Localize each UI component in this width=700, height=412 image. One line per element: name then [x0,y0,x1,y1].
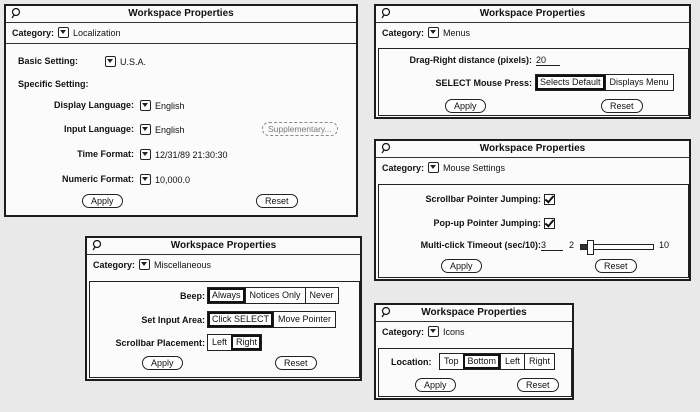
menu-button-icon[interactable] [139,259,150,270]
input-language-menu-button[interactable] [140,124,151,135]
window-title: Workspace Properties [128,8,234,19]
title-bar[interactable] [376,305,572,322]
icons-window [374,303,574,400]
location-bottom-option[interactable]: Bottom [463,354,501,369]
numeric-format-label: Numeric Format: [61,174,134,184]
scrollbar-jumping-label: Scrollbar Pointer Jumping: [425,194,541,204]
apply-button[interactable]: Apply [415,378,456,392]
mouse-settings-window [374,139,691,281]
time-format-menu-button[interactable] [140,149,151,160]
category-row [382,326,465,337]
scrollbar-left-option[interactable]: Left [208,335,231,350]
beep-always-option[interactable]: Always [208,288,245,303]
category-row [93,259,211,270]
apply-button[interactable]: Apply [82,194,123,208]
menu-button-icon[interactable] [58,27,69,38]
input-area-choice [207,311,336,328]
display-language-label: Display Language: [53,100,134,110]
display-language-menu-button[interactable] [140,100,151,111]
input-language-value: English [155,125,185,135]
select-mouse-press-label: SELECT Mouse Press: [435,78,532,88]
input-language-label: Input Language: [64,124,134,134]
beep-label: Beep: [179,291,205,301]
menu-button-icon[interactable] [428,27,439,38]
category-value: Menus [443,28,471,38]
category-label: Category: [382,327,425,337]
category-label: Category: [382,163,425,173]
beep-never-option[interactable]: Never [305,288,338,303]
slider-thumb[interactable] [587,240,594,255]
numeric-format-menu-button[interactable] [140,174,151,185]
category-value: Miscellaneous [154,260,212,270]
popup-jumping-label: Pop-up Pointer Jumping: [433,218,541,228]
reset-button[interactable]: Reset [595,259,637,273]
slider-min-label: 2 [569,240,575,250]
apply-button[interactable]: Apply [445,99,486,113]
reset-button[interactable]: Reset [601,99,643,113]
scrollbar-jumping-checkbox[interactable] [544,194,555,205]
set-input-area-label: Set Input Area: [141,315,205,325]
basic-setting-value: U.S.A. [120,57,147,67]
miscellaneous-window [85,236,362,381]
click-select-option[interactable]: Click SELECT [208,312,273,327]
window-title: Workspace Properties [170,240,277,251]
reset-button[interactable]: Reset [275,356,317,370]
numeric-format-value: 10,000.0 [155,175,191,185]
title-bar[interactable] [87,238,360,255]
settings-panel [89,281,360,378]
move-pointer-option[interactable]: Move Pointer [273,312,335,327]
selects-default-option[interactable]: Selects Default [536,75,605,90]
multi-click-label: Multi-click Timeout (sec/10): [420,240,541,250]
scrollbar-placement-choice [207,334,262,351]
category-label: Category: [93,260,136,270]
drag-right-input[interactable]: 20 [536,55,560,66]
basic-setting-menu-button[interactable] [105,56,116,67]
title-bar[interactable] [376,6,689,23]
beep-notices-only-option[interactable]: Notices Only [245,288,305,303]
beep-choice [207,287,339,304]
category-label: Category: [12,28,55,38]
window-title: Workspace Properties [479,143,586,154]
location-label: Location: [391,357,432,367]
category-value: Icons [443,327,465,337]
select-mouse-press-choice [535,74,674,91]
supplementary-button[interactable]: Supplementary... [262,122,338,136]
time-format-label: Time Format: [77,149,134,159]
category-row [12,27,121,38]
scrollbar-right-option[interactable]: Right [231,335,261,350]
title-bar[interactable] [376,141,689,158]
drag-right-label: Drag-Right distance (pixels): [409,55,532,65]
specific-setting-label: Specific Setting: [18,79,89,89]
menus-window [374,4,691,119]
multi-click-input[interactable]: 3 [541,240,563,251]
category-row [382,27,470,38]
apply-button[interactable]: Apply [441,259,482,273]
displays-menu-option[interactable]: Displays Menu [605,75,673,90]
settings-panel [378,48,689,116]
reset-button[interactable]: Reset [256,194,298,208]
location-right-option[interactable]: Right [524,354,554,369]
location-choice [439,353,555,370]
localization-window [4,4,358,217]
time-format-value: 12/31/89 21:30:30 [155,150,228,160]
basic-setting-label: Basic Setting: [18,56,79,66]
window-title: Workspace Properties [421,307,527,318]
category-row [382,162,505,173]
display-language-value: English [155,101,185,111]
title-bar[interactable] [6,6,356,23]
category-value: Mouse Settings [443,163,506,173]
location-left-option[interactable]: Left [500,354,524,369]
category-label: Category: [382,28,425,38]
settings-panel [378,184,689,278]
divider [6,43,356,44]
menu-button-icon[interactable] [428,162,439,173]
category-value: Localization [73,28,121,38]
menu-button-icon[interactable] [428,326,439,337]
scrollbar-placement-label: Scrollbar Placement: [115,338,205,348]
window-title: Workspace Properties [479,8,586,19]
reset-button[interactable]: Reset [517,378,559,392]
multi-click-slider[interactable] [580,244,654,250]
apply-button[interactable]: Apply [142,356,183,370]
settings-panel [378,348,572,397]
popup-jumping-checkbox[interactable] [544,218,555,229]
location-top-option[interactable]: Top [440,354,463,369]
slider-max-label: 10 [659,240,670,250]
